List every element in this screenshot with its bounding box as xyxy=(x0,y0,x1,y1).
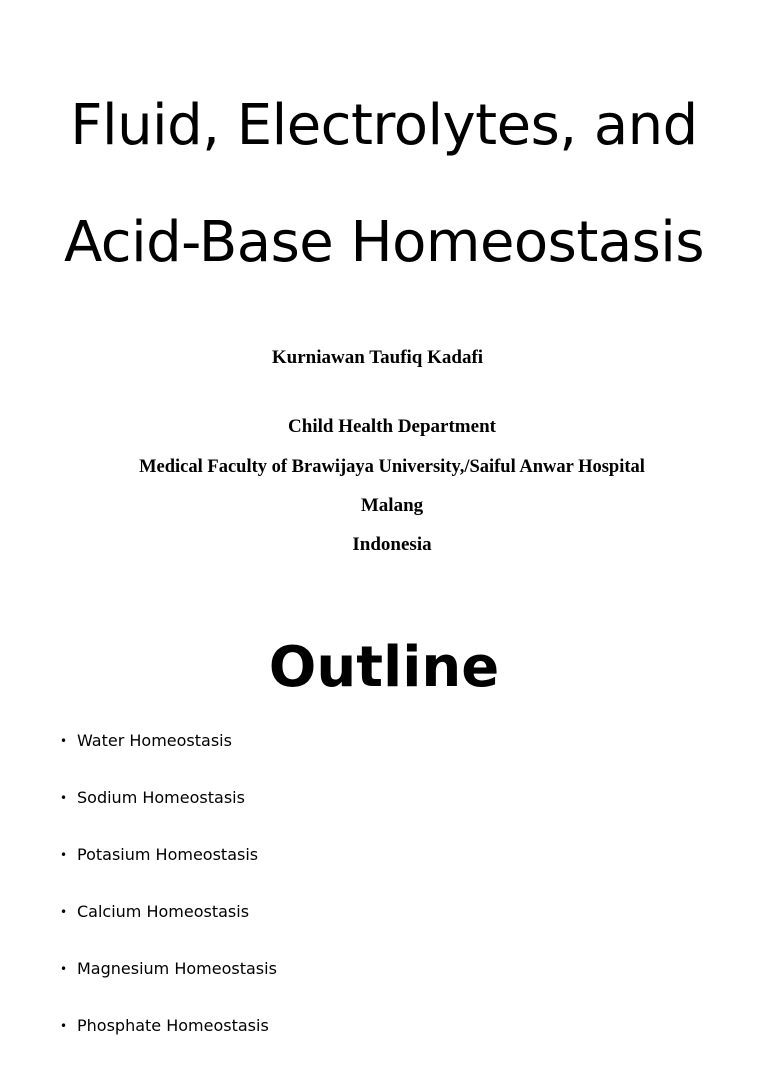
bullet-icon: • xyxy=(60,962,68,976)
bullet-icon: • xyxy=(60,848,68,862)
outline-item-potasium xyxy=(60,842,277,899)
presentation-title-line-1: Fluid, Electrolytes, and xyxy=(70,93,698,158)
outline-list xyxy=(60,728,277,1070)
affiliation-city: Malang xyxy=(360,495,424,516)
outline-item-label: Phosphate Homeostasis xyxy=(77,1016,269,1035)
outline-item-sodium xyxy=(60,785,277,842)
outline-item-label: Potasium Homeostasis xyxy=(77,845,259,864)
outline-item-magnesium xyxy=(60,956,277,1013)
affiliation-department: Child Health Department xyxy=(288,416,496,437)
outline-item-water xyxy=(60,728,277,785)
outline-item-label: Water Homeostasis xyxy=(77,731,232,750)
outline-item-calcium xyxy=(60,899,277,956)
outline-item-label: Sodium Homeostasis xyxy=(77,788,245,807)
bullet-icon: • xyxy=(60,791,68,805)
outline-item-label: Magnesium Homeostasis xyxy=(77,959,277,978)
outline-item-phosphate xyxy=(60,1013,277,1070)
outline-heading: Outline xyxy=(268,635,500,700)
author-name: Kurniawan Taufiq Kadafi xyxy=(271,347,484,368)
outline-item-label: Calcium Homeostasis xyxy=(77,902,250,921)
bullet-icon: • xyxy=(60,1019,68,1033)
bullet-icon: • xyxy=(60,734,68,748)
presentation-title-line-2: Acid-Base Homeostasis xyxy=(63,210,705,275)
bullet-icon: • xyxy=(60,905,68,919)
affiliation-country: Indonesia xyxy=(352,534,432,555)
affiliation-institution: Medical Faculty of Brawijaya University,/Saiful Anwar Hospital xyxy=(139,457,645,477)
